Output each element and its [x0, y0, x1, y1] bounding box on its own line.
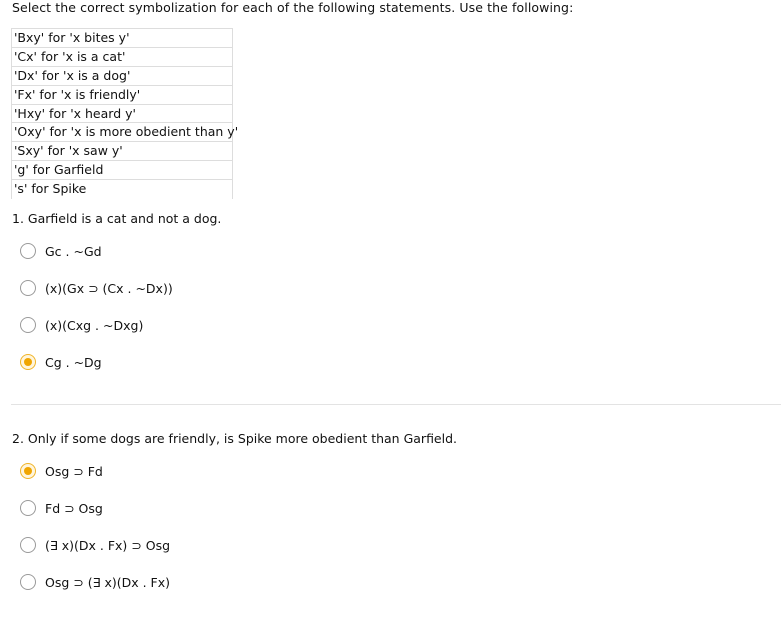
q1-option-4[interactable]	[20, 352, 102, 372]
option-label: Gc . ~Gd	[45, 243, 102, 259]
legend-row: 'g' for Garfield	[12, 161, 232, 180]
option-label: (∃ x)(Dx . Fx) ⊃ Osg	[45, 537, 171, 553]
radio-button[interactable]	[20, 463, 36, 479]
legend-row: 'Sxy' for 'x saw y'	[12, 142, 232, 161]
symbolization-legend-table	[11, 28, 239, 199]
q2-option-3[interactable]	[20, 535, 170, 555]
option-label: (x)(Cxg . ~Dxg)	[45, 317, 144, 333]
legend-row: 'Fx' for 'x is friendly'	[12, 86, 232, 105]
radio-button[interactable]	[20, 243, 36, 259]
option-label: Fd ⊃ Osg	[45, 500, 103, 516]
section-divider	[11, 404, 781, 405]
radio-button[interactable]	[20, 574, 36, 590]
q2-option-2[interactable]	[20, 498, 103, 518]
radio-button[interactable]	[20, 354, 36, 370]
legend-row: 's' for Spike	[14, 181, 87, 197]
legend-row: 'Hxy' for 'x heard y'	[12, 105, 232, 124]
radio-button[interactable]	[20, 317, 36, 333]
legend-row: 'Bxy' for 'x bites y'	[12, 29, 232, 48]
option-label: Osg ⊃ (∃ x)(Dx . Fx)	[45, 574, 171, 590]
option-label: Cg . ~Dg	[45, 354, 102, 370]
option-label: Osg ⊃ Fd	[45, 463, 103, 479]
radio-button[interactable]	[20, 280, 36, 296]
option-label: (x)(Gx ⊃ (Cx . ~Dx))	[45, 280, 173, 296]
q1-option-2[interactable]	[20, 278, 173, 298]
legend-row: 'Dx' for 'x is a dog'	[12, 67, 232, 86]
question-1-prompt: 1. Garfield is a cat and not a dog.	[12, 211, 222, 226]
radio-button[interactable]	[20, 537, 36, 553]
radio-button[interactable]	[20, 500, 36, 516]
question-2-prompt: 2. Only if some dogs are friendly, is Spike more obedient than Garfield.	[12, 431, 458, 446]
q2-option-4[interactable]	[20, 572, 170, 592]
q2-option-1[interactable]	[20, 461, 103, 481]
legend-row: 'Oxy' for 'x is more obedient than y'	[12, 123, 232, 142]
q1-option-3[interactable]	[20, 315, 143, 335]
q1-option-1[interactable]	[20, 241, 102, 261]
instructions-text: Select the correct symbolization for each of the following statements. Use the following:	[12, 0, 574, 15]
legend-row: 'Cx' for 'x is a cat'	[12, 48, 232, 67]
